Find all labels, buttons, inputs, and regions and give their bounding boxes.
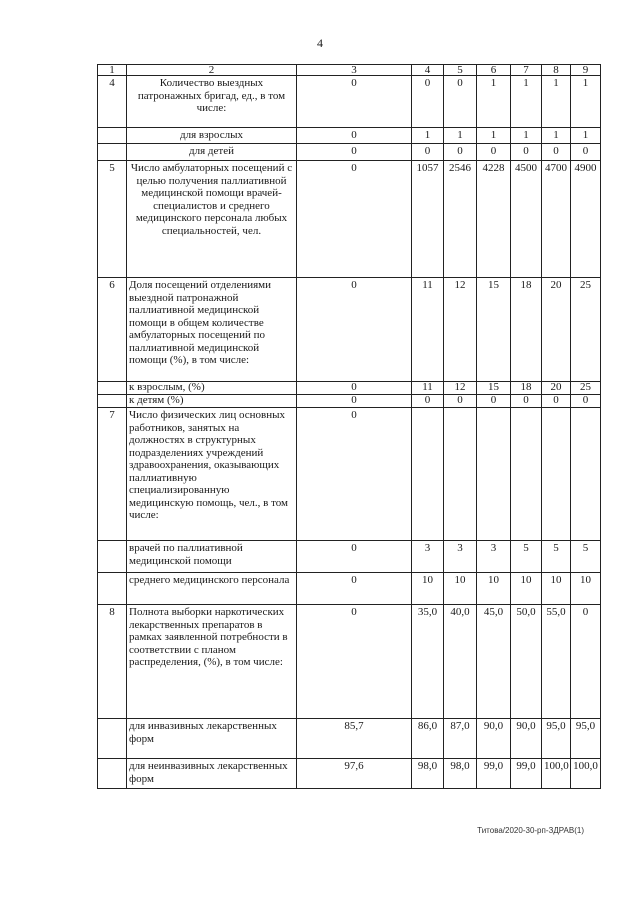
value-cell: 95,0 — [571, 719, 601, 759]
row-label: к взрослым, (%) — [127, 382, 297, 395]
value-cell — [477, 408, 511, 541]
value-cell: 10 — [444, 573, 477, 605]
row-number — [98, 395, 127, 408]
value-cell: 11 — [412, 382, 444, 395]
value-cell: 5 — [542, 541, 571, 573]
value-cell: 0 — [571, 395, 601, 408]
table-row — [98, 759, 601, 789]
page-number: 4 — [317, 36, 323, 50]
value-cell: 25 — [571, 278, 601, 382]
table-row — [98, 278, 601, 382]
header-cell: 1 — [98, 65, 127, 76]
value-cell: 100,0 — [542, 759, 571, 789]
value-cell: 25 — [571, 382, 601, 395]
value-cell: 0 — [297, 382, 412, 395]
value-cell: 12 — [444, 382, 477, 395]
header-cell: 6 — [477, 65, 511, 76]
value-cell: 1 — [477, 128, 511, 144]
value-cell — [511, 408, 542, 541]
row-label: Число амбулаторных посещений с целью получения паллиативной медицинской помощи врачей-специалистов и среднего медицинского персонала любых специальностей, чел. — [127, 161, 297, 278]
value-cell: 0 — [444, 144, 477, 161]
header-cell: 9 — [571, 65, 601, 76]
table-row — [98, 161, 601, 278]
value-cell: 3 — [477, 541, 511, 573]
value-cell: 1 — [542, 128, 571, 144]
row-number: 7 — [98, 408, 127, 541]
value-cell: 45,0 — [477, 605, 511, 719]
value-cell: 85,7 — [297, 719, 412, 759]
table-row — [98, 76, 601, 128]
row-label: Количество выездных патронажных бригад, ед., в том числе: — [127, 76, 297, 128]
header-cell: 7 — [511, 65, 542, 76]
row-number — [98, 719, 127, 759]
table-row — [98, 144, 601, 161]
header-cell: 5 — [444, 65, 477, 76]
row-number: 4 — [98, 76, 127, 128]
value-cell: 1 — [511, 76, 542, 128]
row-number: 8 — [98, 605, 127, 719]
value-cell: 18 — [511, 278, 542, 382]
value-cell: 1 — [571, 128, 601, 144]
row-number: 5 — [98, 161, 127, 278]
value-cell: 1 — [571, 76, 601, 128]
value-cell: 5 — [511, 541, 542, 573]
header-cell: 8 — [542, 65, 571, 76]
value-cell: 0 — [297, 573, 412, 605]
table-header-row — [98, 65, 601, 76]
value-cell: 0 — [477, 395, 511, 408]
value-cell: 10 — [571, 573, 601, 605]
value-cell: 0 — [444, 76, 477, 128]
value-cell: 0 — [412, 76, 444, 128]
value-cell — [571, 408, 601, 541]
value-cell: 1 — [511, 128, 542, 144]
value-cell: 95,0 — [542, 719, 571, 759]
value-cell: 0 — [297, 128, 412, 144]
value-cell: 0 — [297, 605, 412, 719]
value-cell: 100,0 — [571, 759, 601, 789]
row-number — [98, 128, 127, 144]
table-row — [98, 605, 601, 719]
value-cell: 20 — [542, 278, 571, 382]
table-row — [98, 382, 601, 395]
value-cell: 0 — [444, 395, 477, 408]
value-cell: 10 — [412, 573, 444, 605]
value-cell: 0 — [571, 605, 601, 719]
value-cell: 50,0 — [511, 605, 542, 719]
value-cell — [542, 408, 571, 541]
row-label: Полнота выборки наркотических лекарственных препаратов в рамках заявленной потребности в соответствии с планом распределения, (%), в том числе: — [127, 605, 297, 719]
header-cell: 4 — [412, 65, 444, 76]
row-number — [98, 144, 127, 161]
row-label: среднего медицинского персонала — [127, 573, 297, 605]
value-cell: 0 — [542, 395, 571, 408]
row-number: 6 — [98, 278, 127, 382]
value-cell: 0 — [412, 144, 444, 161]
value-cell: 55,0 — [542, 605, 571, 719]
row-label: для инвазивных лекарственных форм — [127, 719, 297, 759]
value-cell: 0 — [297, 395, 412, 408]
value-cell: 98,0 — [412, 759, 444, 789]
row-label: к детям (%) — [127, 395, 297, 408]
value-cell: 97,6 — [297, 759, 412, 789]
value-cell: 5 — [571, 541, 601, 573]
row-label: врачей по паллиативной медицинской помощи — [127, 541, 297, 573]
value-cell: 0 — [297, 278, 412, 382]
row-number — [98, 382, 127, 395]
header-cell: 2 — [127, 65, 297, 76]
row-number — [98, 573, 127, 605]
value-cell: 18 — [511, 382, 542, 395]
table-row — [98, 128, 601, 144]
row-label: для детей — [127, 144, 297, 161]
table-row — [98, 408, 601, 541]
row-number — [98, 541, 127, 573]
row-label: Число физических лиц основных работников, занятых на должностях в структурных подразделениях учреждений здравоохранения, оказывающих паллиативную специализированную медицинскую помощь, чел., в том числе: — [127, 408, 297, 541]
footer-document-code: Титова/2020-30-рп-ЗДРАВ(1) — [477, 826, 584, 835]
value-cell: 99,0 — [511, 759, 542, 789]
value-cell: 15 — [477, 278, 511, 382]
value-cell: 1 — [412, 128, 444, 144]
table-row — [98, 395, 601, 408]
value-cell: 0 — [297, 541, 412, 573]
value-cell: 35,0 — [412, 605, 444, 719]
row-label: Доля посещений отделениями выездной патронажной паллиативной медицинской помощи в общем количестве амбулаторных посещений по паллиативной медицинской помощи (%), в том числе: — [127, 278, 297, 382]
value-cell: 10 — [511, 573, 542, 605]
value-cell: 4228 — [477, 161, 511, 278]
value-cell: 2546 — [444, 161, 477, 278]
value-cell: 0 — [511, 395, 542, 408]
value-cell: 20 — [542, 382, 571, 395]
header-cell: 3 — [297, 65, 412, 76]
value-cell: 12 — [444, 278, 477, 382]
value-cell: 99,0 — [477, 759, 511, 789]
table-row — [98, 541, 601, 573]
value-cell: 11 — [412, 278, 444, 382]
row-label: для взрослых — [127, 128, 297, 144]
value-cell: 10 — [477, 573, 511, 605]
value-cell: 90,0 — [511, 719, 542, 759]
table-row — [98, 573, 601, 605]
value-cell — [444, 408, 477, 541]
value-cell: 10 — [542, 573, 571, 605]
value-cell: 0 — [297, 144, 412, 161]
value-cell: 0 — [477, 144, 511, 161]
value-cell: 4900 — [571, 161, 601, 278]
table-row — [98, 719, 601, 759]
value-cell: 1057 — [412, 161, 444, 278]
value-cell: 0 — [297, 161, 412, 278]
row-number — [98, 759, 127, 789]
value-cell — [412, 408, 444, 541]
value-cell: 4500 — [511, 161, 542, 278]
value-cell: 0 — [297, 408, 412, 541]
value-cell: 87,0 — [444, 719, 477, 759]
indicators-table — [97, 64, 601, 789]
value-cell: 0 — [571, 144, 601, 161]
row-label: для неинвазивных лекарственных форм — [127, 759, 297, 789]
value-cell: 1 — [477, 76, 511, 128]
value-cell: 4700 — [542, 161, 571, 278]
value-cell: 98,0 — [444, 759, 477, 789]
value-cell: 86,0 — [412, 719, 444, 759]
value-cell: 3 — [444, 541, 477, 573]
value-cell: 1 — [444, 128, 477, 144]
value-cell: 0 — [511, 144, 542, 161]
value-cell: 0 — [542, 144, 571, 161]
value-cell: 1 — [542, 76, 571, 128]
value-cell: 40,0 — [444, 605, 477, 719]
value-cell: 3 — [412, 541, 444, 573]
value-cell: 90,0 — [477, 719, 511, 759]
value-cell: 15 — [477, 382, 511, 395]
value-cell: 0 — [297, 76, 412, 128]
value-cell: 0 — [412, 395, 444, 408]
